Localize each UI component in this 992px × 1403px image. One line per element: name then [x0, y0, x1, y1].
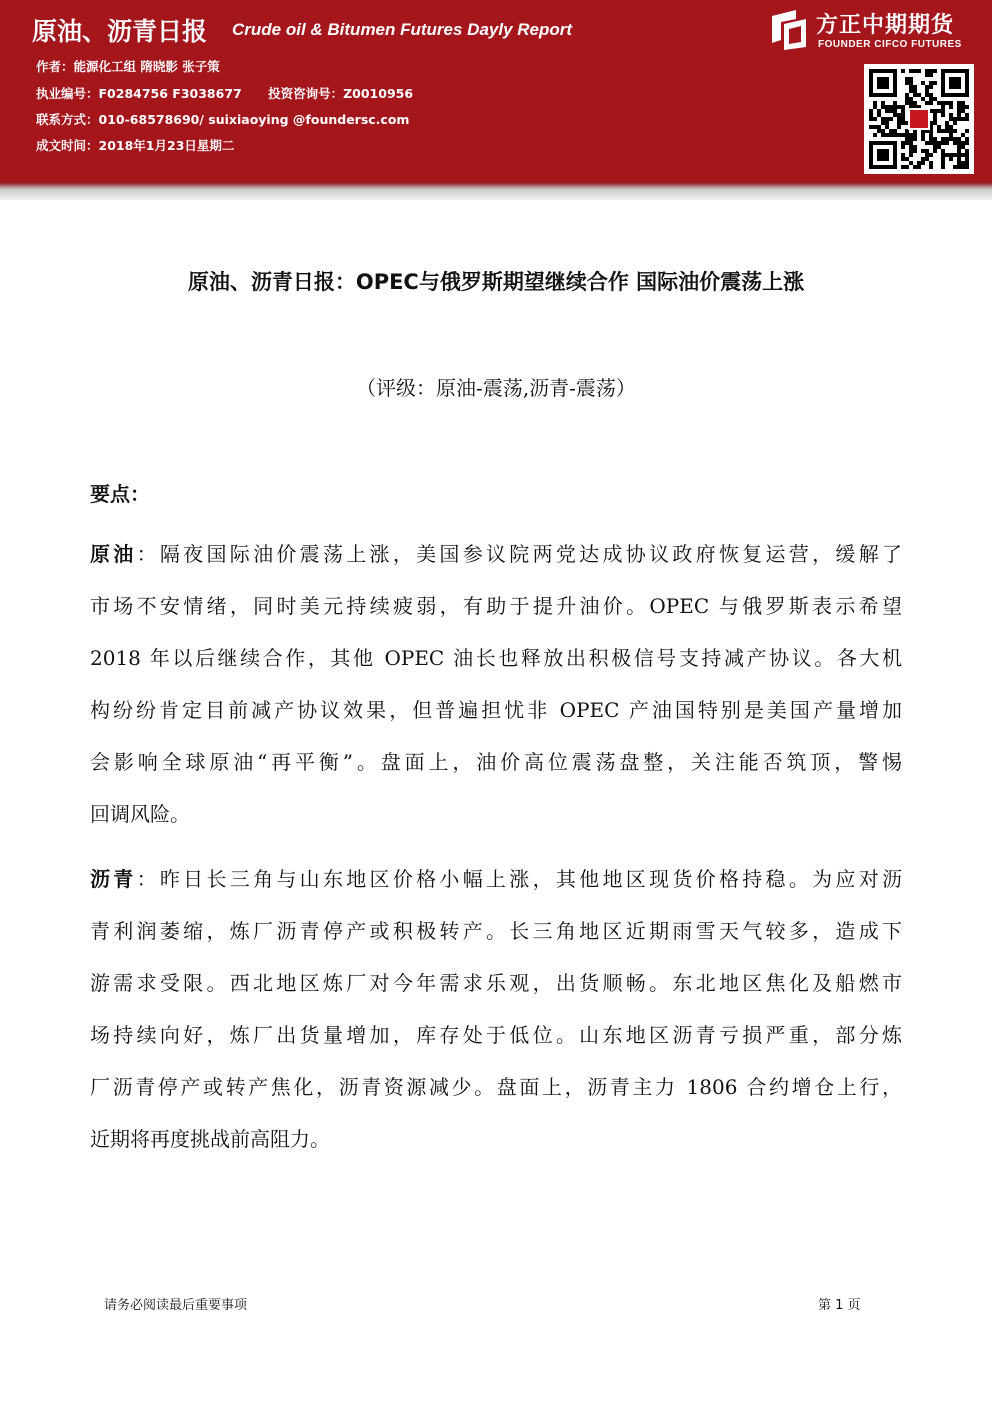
paragraph-line: 构纷纷肯定目前减产协议效果，但普遍担忧非 OPEC 产油国特别是美国产量增加 [90, 698, 902, 722]
logo-name-en: FOUNDER CIFCO FUTURES [818, 39, 962, 50]
report-header [0, 0, 992, 182]
report-title-en: Crude oil & Bitumen Futures Dayly Report [232, 20, 573, 39]
paragraph-line: 会影响全球原油“再平衡”。盘面上，油价高位震荡盘整，关注能否筑顶，警惕 [90, 750, 902, 774]
paragraph-line: 市场不安情绪，同时美元持续疲弱，有助于提升油价。OPEC 与俄罗斯表示希望 [90, 594, 902, 618]
paragraph-line: 场持续向好，炼厂出货量增加，库存处于低位。山东地区沥青亏损严重，部分炼 [90, 1023, 902, 1047]
key-points-heading: 要点： [90, 482, 150, 506]
asphalt-paragraph [90, 853, 902, 1165]
authors-line [36, 57, 220, 75]
paragraph-line: 沥青：昨日长三角与山东地区价格小幅上涨，其他地区现货价格持稳。为应对沥 [90, 867, 903, 891]
date-line [36, 136, 234, 154]
contact-value: 010-68578690/ suixiaoying @foundersc.com [98, 112, 410, 127]
contact-label: 联系方式： [36, 112, 99, 127]
header-divider [0, 182, 992, 200]
logo-name-cn: 方正中期期货 [816, 13, 955, 38]
qr-code [864, 64, 974, 174]
crude-oil-label: 原油 [90, 542, 137, 566]
crude-oil-paragraph [90, 528, 902, 840]
license-line [36, 84, 413, 102]
paragraph-line: 厂沥青停产或转产焦化，沥青资源减少。盘面上，沥青主力 1806 合约增仓上行， [90, 1075, 902, 1099]
advisory-label: 投资咨询号： [268, 86, 344, 101]
paragraph-line: 游需求受限。西北地区炼厂对今年需求乐观，出货顺畅。东北地区焦化及船燃市 [90, 971, 902, 995]
report-title-cn: 原油、沥青日报 [32, 17, 208, 46]
contact-line [36, 110, 409, 128]
paragraph-line: 青利润萎缩，炼厂沥青停产或积极转产。长三角地区近期雨雪天气较多，造成下 [90, 919, 902, 943]
paragraph-line: 近期将再度挑战前高阻力。 [90, 1127, 330, 1151]
license-label: 执业编号： [36, 86, 99, 101]
paragraph-line: 回调风险。 [90, 802, 190, 826]
authors-label: 作者： [36, 59, 74, 74]
qr-center-logo-icon [908, 108, 930, 130]
company-logo [770, 8, 982, 54]
asphalt-label: 沥青 [90, 867, 137, 891]
license-value: F0284756 F3038677 [98, 86, 242, 101]
document-title: 原油、沥青日报：OPEC与俄罗斯期望继续合作 国际油价震荡上涨 [187, 270, 805, 294]
paragraph-line: 2018 年以后继续合作，其他 OPEC 油长也释放出积极信号支持减产协议。各大机 [90, 646, 902, 670]
page-number: 第 1 页 [818, 1298, 861, 1313]
advisory-value: Z0010956 [343, 86, 414, 101]
footer-disclaimer-note: 请务必阅读最后重要事项 [104, 1298, 248, 1313]
paragraph-line: 原油：隔夜国际油价震荡上涨，美国参议院两党达成协议政府恢复运营，缓解了 [90, 542, 903, 566]
date-label: 成文时间： [36, 138, 99, 153]
rating: （评级：原油-震荡,沥青-震荡） [356, 376, 636, 400]
logo-mark-icon [770, 10, 808, 50]
date-value: 2018年1月23日星期二 [98, 138, 235, 153]
authors-value: 能源化工组 隋晓影 张子策 [73, 59, 220, 74]
